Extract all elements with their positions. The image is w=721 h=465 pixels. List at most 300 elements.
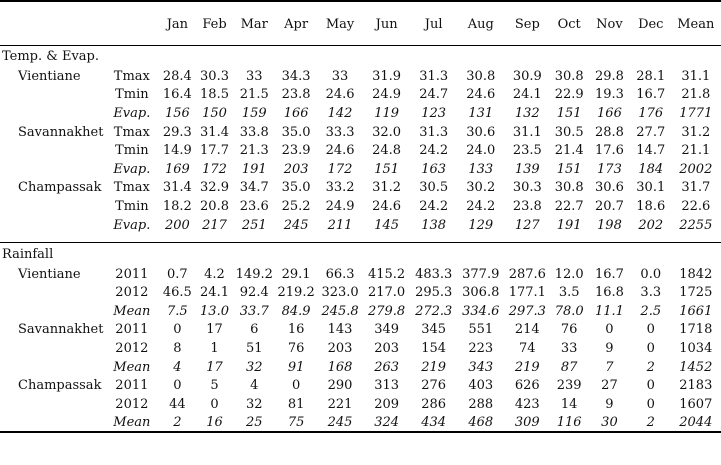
- table-cell: 323.0: [321, 285, 359, 301]
- table-cell: 169: [164, 161, 190, 177]
- table-cell: 23.5: [512, 143, 542, 159]
- table-cell: 297.3: [508, 303, 546, 319]
- table-cell: 131: [468, 105, 494, 121]
- table-cell: 14.7: [636, 143, 666, 159]
- table-cell: 156: [164, 105, 190, 121]
- table-row: [0, 358, 721, 377]
- table-cell: 22.6: [681, 198, 711, 214]
- table-cell: 17.7: [200, 143, 229, 159]
- table-row: [0, 302, 721, 321]
- table-cell: 4: [250, 378, 259, 394]
- row-label: 2011: [115, 322, 149, 338]
- table-cell: 166: [283, 105, 309, 121]
- table-cell: 31.9: [372, 68, 402, 84]
- table-cell: 279.8: [367, 303, 406, 319]
- table-cell: 263: [374, 359, 400, 375]
- table-cell: 217: [202, 217, 227, 233]
- station-name: Vientiane: [18, 266, 81, 282]
- table-cell: 33.3: [325, 124, 355, 140]
- row-label: Mean: [113, 303, 151, 319]
- table-cell: 4.2: [204, 266, 225, 282]
- table-cell: 9: [605, 396, 614, 412]
- table-cell: 8: [173, 341, 182, 357]
- table-cell: 287.6: [508, 266, 546, 282]
- table-cell: 191: [556, 217, 582, 233]
- station-name-blank: [0, 302, 105, 321]
- table-cell: 30.5: [419, 180, 449, 196]
- table-cell: 116: [550, 414, 588, 433]
- table-cell: 0: [646, 378, 655, 394]
- table-cell: 177.1: [508, 285, 546, 301]
- table-cell: 191: [241, 161, 267, 177]
- table-cell: 35.0: [281, 124, 311, 140]
- table-cell: 133: [468, 161, 494, 177]
- table-cell: 295.3: [415, 285, 453, 301]
- table-cell: 2255: [679, 217, 713, 233]
- table-cell: 313: [374, 378, 400, 394]
- table-cell: 245.8: [321, 303, 359, 319]
- section-title: Temp. & Evap.: [0, 45, 721, 67]
- header-blank-cell: [105, 1, 159, 45]
- table-cell: 30.6: [594, 180, 624, 196]
- row-label: Evap.: [113, 217, 151, 233]
- table-cell: 173: [597, 161, 622, 177]
- table-cell: 18.5: [200, 87, 229, 103]
- table-cell: 245: [317, 414, 363, 433]
- row-label: 2012: [115, 396, 149, 412]
- table-cell: 217.0: [367, 285, 406, 301]
- table-row: [0, 197, 721, 216]
- table-cell: 1452: [679, 359, 713, 375]
- table-cell: 16: [287, 322, 305, 338]
- table-cell: 1: [210, 341, 219, 357]
- table-cell: 92.4: [239, 285, 269, 301]
- row-label: Tmin: [115, 143, 149, 159]
- table-cell: 143: [327, 322, 353, 338]
- table-cell: 46.5: [162, 285, 192, 301]
- table-cell: 24.2: [419, 143, 449, 159]
- table-cell: 29.3: [162, 124, 192, 140]
- table-cell: 31.4: [162, 180, 192, 196]
- table-cell: 17.6: [594, 143, 624, 159]
- table-cell: 29.8: [594, 68, 624, 84]
- table-cell: 203: [374, 341, 400, 357]
- section-gap-cell: [0, 234, 721, 243]
- table-cell: 202: [638, 217, 664, 233]
- table-row: [0, 265, 721, 284]
- table-cell: 0.7: [167, 266, 188, 282]
- table-row: [0, 216, 721, 235]
- table-row: [0, 283, 721, 302]
- table-cell: 7.5: [167, 303, 188, 319]
- table-cell: 3.3: [640, 285, 662, 301]
- row-label: 2012: [115, 285, 149, 301]
- row-label: Tmin: [115, 198, 149, 214]
- table-cell: 223: [468, 341, 494, 357]
- table-cell: 423: [514, 396, 540, 412]
- table-row: [0, 179, 721, 198]
- row-label: Tmax: [113, 68, 150, 84]
- table-cell: 81: [287, 396, 305, 412]
- table-cell: 74: [519, 341, 536, 357]
- table-cell: 219: [514, 359, 540, 375]
- table-cell: 66.3: [325, 266, 355, 282]
- table-cell: 23.8: [512, 198, 542, 214]
- table-cell: 32.0: [372, 124, 402, 140]
- table-cell: 288: [468, 396, 494, 412]
- table-cell: 24.6: [466, 87, 496, 103]
- table-cell: 31.2: [372, 180, 402, 196]
- table-cell: 32: [245, 359, 263, 375]
- station-name-blank: [0, 104, 105, 123]
- table-cell: 211: [327, 217, 353, 233]
- table-cell: 30.2: [466, 180, 496, 196]
- section-gap: [0, 234, 721, 243]
- table-cell: 29.1: [281, 266, 311, 282]
- table-cell: 84.9: [281, 303, 311, 319]
- table-cell: 16: [196, 414, 234, 433]
- table-cell: 24.7: [419, 87, 449, 103]
- table-cell: 30.5: [554, 124, 584, 140]
- row-label: 2011: [115, 378, 149, 394]
- table-cell: 3.5: [558, 285, 580, 301]
- table-cell: 33.2: [325, 180, 355, 196]
- station-name: Champassak: [18, 180, 102, 196]
- table-cell: 14.9: [162, 143, 192, 159]
- section-header-row: [0, 243, 721, 265]
- table-cell: 172: [327, 161, 353, 177]
- table-cell: 24.0: [466, 143, 496, 159]
- table-cell: 30: [588, 414, 631, 433]
- table-cell: 16.7: [594, 266, 624, 282]
- table-cell: 21.4: [554, 143, 584, 159]
- table-cell: 78.0: [554, 303, 584, 319]
- column-header-sep: Sep: [504, 1, 550, 45]
- table-cell: 51: [245, 341, 263, 357]
- table-cell: 151: [556, 105, 582, 121]
- table-row: [0, 376, 721, 395]
- table-cell: 34.7: [239, 180, 269, 196]
- table-cell: 209: [374, 396, 400, 412]
- table-row: [0, 160, 721, 179]
- table-cell: 21.3: [239, 143, 269, 159]
- table-cell: 221: [327, 396, 353, 412]
- table-cell: 151: [556, 161, 582, 177]
- table-cell: 200: [164, 217, 190, 233]
- table-cell: 166: [597, 105, 622, 121]
- table-cell: 403: [468, 378, 494, 394]
- row-label: 2011: [115, 266, 149, 282]
- table-cell: 28.8: [594, 124, 624, 140]
- station-name: Vientiane: [18, 68, 81, 84]
- table-cell: 17: [206, 359, 223, 375]
- table-cell: 203: [283, 161, 309, 177]
- row-label: Tmin: [115, 87, 149, 103]
- table-cell: 172: [202, 161, 227, 177]
- table-cell: 119: [374, 105, 400, 121]
- table-cell: 12.0: [554, 266, 584, 282]
- table-cell: 203: [327, 341, 353, 357]
- table-cell: 34.3: [281, 68, 311, 84]
- table-cell: 17: [206, 322, 223, 338]
- column-header-jul: Jul: [410, 1, 457, 45]
- column-header-nov: Nov: [588, 1, 631, 45]
- table-cell: 28.1: [636, 68, 666, 84]
- row-label: Evap.: [113, 105, 151, 121]
- table-cell: 16.7: [636, 87, 666, 103]
- table-cell: 24.9: [325, 198, 355, 214]
- table-cell: 272.3: [415, 303, 453, 319]
- table-cell: 145: [374, 217, 400, 233]
- table-cell: 22.9: [554, 87, 584, 103]
- table-cell: 24.6: [372, 198, 402, 214]
- station-name: Savannakhet: [18, 124, 104, 140]
- station-name-blank: [0, 339, 105, 358]
- table-cell: 0: [646, 341, 655, 357]
- table-cell: 21.1: [681, 143, 711, 159]
- column-header-aug: Aug: [457, 1, 504, 45]
- table-cell: 1607: [679, 396, 713, 412]
- row-label: Mean: [105, 414, 159, 433]
- table-cell: 24.9: [372, 87, 402, 103]
- table-cell: 24.8: [372, 143, 402, 159]
- table-cell: 2.5: [640, 303, 662, 319]
- table-row: [0, 104, 721, 123]
- table-cell: 309: [504, 414, 550, 433]
- table-cell: 30.1: [636, 180, 666, 196]
- table-cell: 7: [605, 359, 614, 375]
- table-cell: 219: [421, 359, 447, 375]
- table-cell: 214: [514, 322, 540, 338]
- section-title: Rainfall: [0, 243, 721, 265]
- table-cell: 24.2: [466, 198, 496, 214]
- table-cell: 324: [363, 414, 410, 433]
- table-cell: 2: [631, 414, 671, 433]
- table-cell: 33: [560, 341, 578, 357]
- table-cell: 251: [241, 217, 267, 233]
- table-cell: 129: [468, 217, 494, 233]
- table-cell: 30.3: [200, 68, 229, 84]
- table-cell: 1718: [679, 322, 713, 338]
- table-cell: 150: [202, 105, 227, 121]
- table-cell: 44: [169, 396, 186, 412]
- table-cell: 30.9: [512, 68, 542, 84]
- table-cell: 30.8: [554, 68, 584, 84]
- table-cell: 75: [275, 414, 317, 433]
- station-name-blank: [0, 414, 105, 433]
- table-row: [0, 141, 721, 160]
- table-cell: 24.6: [325, 87, 355, 103]
- table-cell: 2183: [679, 378, 713, 394]
- table-cell: 33.7: [239, 303, 269, 319]
- table-cell: 27: [601, 378, 618, 394]
- header-row: [0, 1, 721, 45]
- table-cell: 142: [327, 105, 353, 121]
- table-cell: 551: [468, 322, 494, 338]
- table-row: [0, 67, 721, 86]
- table-cell: 345: [421, 322, 447, 338]
- table-cell: 4: [173, 359, 182, 375]
- table-cell: 21.5: [239, 87, 269, 103]
- column-header-oct: Oct: [550, 1, 588, 45]
- table-cell: 30.8: [554, 180, 584, 196]
- table-cell: 16.4: [162, 87, 192, 103]
- table-cell: 13.0: [200, 303, 229, 319]
- table-cell: 6: [250, 322, 259, 338]
- table-cell: 14: [560, 396, 578, 412]
- station-name-blank: [0, 395, 105, 414]
- table-cell: 31.2: [681, 124, 711, 140]
- station-name-blank: [0, 283, 105, 302]
- table-cell: 139: [514, 161, 540, 177]
- table-cell: 286: [421, 396, 447, 412]
- table-cell: 123: [421, 105, 447, 121]
- table-cell: 151: [374, 161, 400, 177]
- table-cell: 0: [646, 396, 655, 412]
- table-cell: 21.8: [681, 87, 711, 103]
- table-cell: 2: [646, 359, 655, 375]
- table-cell: 219.2: [277, 285, 315, 301]
- table-cell: 306.8: [462, 285, 500, 301]
- table-cell: 9: [605, 341, 614, 357]
- table-cell: 2002: [679, 161, 713, 177]
- table-cell: 154: [421, 341, 447, 357]
- column-header-mar: Mar: [233, 1, 275, 45]
- table-cell: 32.9: [200, 180, 229, 196]
- table-cell: 24.1: [200, 285, 229, 301]
- station-name: Champassak: [18, 378, 102, 394]
- table-cell: 290: [327, 378, 353, 394]
- table-cell: 30.6: [466, 124, 496, 140]
- table-cell: 31.7: [681, 180, 711, 196]
- table-cell: 343: [468, 359, 494, 375]
- table-cell: 245: [283, 217, 309, 233]
- table-cell: 28.4: [162, 68, 192, 84]
- table-cell: 1725: [679, 285, 713, 301]
- station-name-blank: [0, 86, 105, 105]
- table-row: [0, 86, 721, 105]
- table-row: [0, 414, 721, 433]
- table-cell: 24.2: [419, 198, 449, 214]
- table-cell: 20.8: [200, 198, 229, 214]
- table-cell: 0: [646, 322, 655, 338]
- table-cell: 0: [605, 322, 614, 338]
- table-cell: 27.7: [636, 124, 666, 140]
- table-cell: 11.1: [594, 303, 624, 319]
- table-cell: 91: [287, 359, 305, 375]
- table-cell: 30.3: [512, 180, 542, 196]
- table-cell: 168: [327, 359, 353, 375]
- table-cell: 415.2: [367, 266, 406, 282]
- table-cell: 31.3: [419, 68, 449, 84]
- table-cell: 31.1: [512, 124, 542, 140]
- table-row: [0, 123, 721, 142]
- table-cell: 5: [210, 378, 219, 394]
- table-cell: 1034: [679, 341, 713, 357]
- row-label: Evap.: [113, 161, 151, 177]
- table-cell: 22.7: [554, 198, 584, 214]
- section-header-row: [0, 45, 721, 67]
- table-cell: 159: [241, 105, 267, 121]
- table-cell: 132: [514, 105, 540, 121]
- table-cell: 0: [173, 378, 182, 394]
- table-cell: 33: [331, 68, 349, 84]
- table-cell: 18.6: [636, 198, 666, 214]
- table-cell: 20.7: [594, 198, 624, 214]
- table-row: [0, 395, 721, 414]
- table-cell: 334.6: [462, 303, 500, 319]
- table-cell: 87: [560, 359, 578, 375]
- table-row: [0, 321, 721, 340]
- table-cell: 30.8: [466, 68, 496, 84]
- station-name-blank: [0, 358, 105, 377]
- table-cell: 31.1: [681, 68, 711, 84]
- table-cell: 35.0: [281, 180, 311, 196]
- table-cell: 33.8: [239, 124, 269, 140]
- table-cell: 198: [597, 217, 622, 233]
- table-cell: 0: [173, 322, 182, 338]
- table-cell: 1661: [679, 303, 713, 319]
- table-cell: 377.9: [462, 266, 500, 282]
- row-label: Tmax: [113, 124, 150, 140]
- table-cell: 33: [245, 68, 263, 84]
- table-cell: 0: [291, 378, 301, 394]
- table-cell: 138: [421, 217, 447, 233]
- station-name-blank: [0, 197, 105, 216]
- table-cell: 25.2: [281, 198, 311, 214]
- table-cell: 24.1: [512, 87, 542, 103]
- table-cell: 19.3: [594, 87, 624, 103]
- station-name-blank: [0, 160, 105, 179]
- table-cell: 434: [410, 414, 457, 433]
- table-cell: 483.3: [415, 266, 453, 282]
- table-cell: 626: [514, 378, 540, 394]
- table-cell: 31.3: [419, 124, 449, 140]
- table-cell: 149.2: [235, 266, 273, 282]
- station-name: Savannakhet: [18, 322, 104, 338]
- table-cell: 0: [210, 396, 219, 412]
- table-cell: 76: [560, 322, 578, 338]
- table-cell: 23.9: [281, 143, 311, 159]
- row-label: Mean: [113, 359, 151, 375]
- table-cell: 1771: [679, 105, 713, 121]
- table-cell: 32: [245, 396, 263, 412]
- table-cell: 2: [159, 414, 196, 433]
- row-label: Tmax: [113, 180, 150, 196]
- header-blank-cell: [0, 1, 105, 45]
- table-cell: 184: [638, 161, 664, 177]
- table-cell: 349: [374, 322, 400, 338]
- column-header-jun: Jun: [363, 1, 410, 45]
- table-cell: 25: [233, 414, 275, 433]
- station-name-blank: [0, 141, 105, 160]
- column-header-mean: Mean: [671, 1, 721, 45]
- table-cell: 2044: [671, 414, 721, 433]
- table-cell: 163: [421, 161, 447, 177]
- table-cell: 23.8: [281, 87, 311, 103]
- column-header-feb: Feb: [196, 1, 234, 45]
- station-name-blank: [0, 216, 105, 235]
- table-cell: 239: [556, 378, 582, 394]
- table-cell: 468: [457, 414, 504, 433]
- table-cell: 1842: [679, 266, 713, 282]
- column-header-apr: Apr: [275, 1, 317, 45]
- table-cell: 127: [514, 217, 540, 233]
- table-cell: 23.6: [239, 198, 269, 214]
- column-header-may: May: [317, 1, 363, 45]
- table-cell: 176: [638, 105, 664, 121]
- table-cell: 0.0: [640, 266, 662, 282]
